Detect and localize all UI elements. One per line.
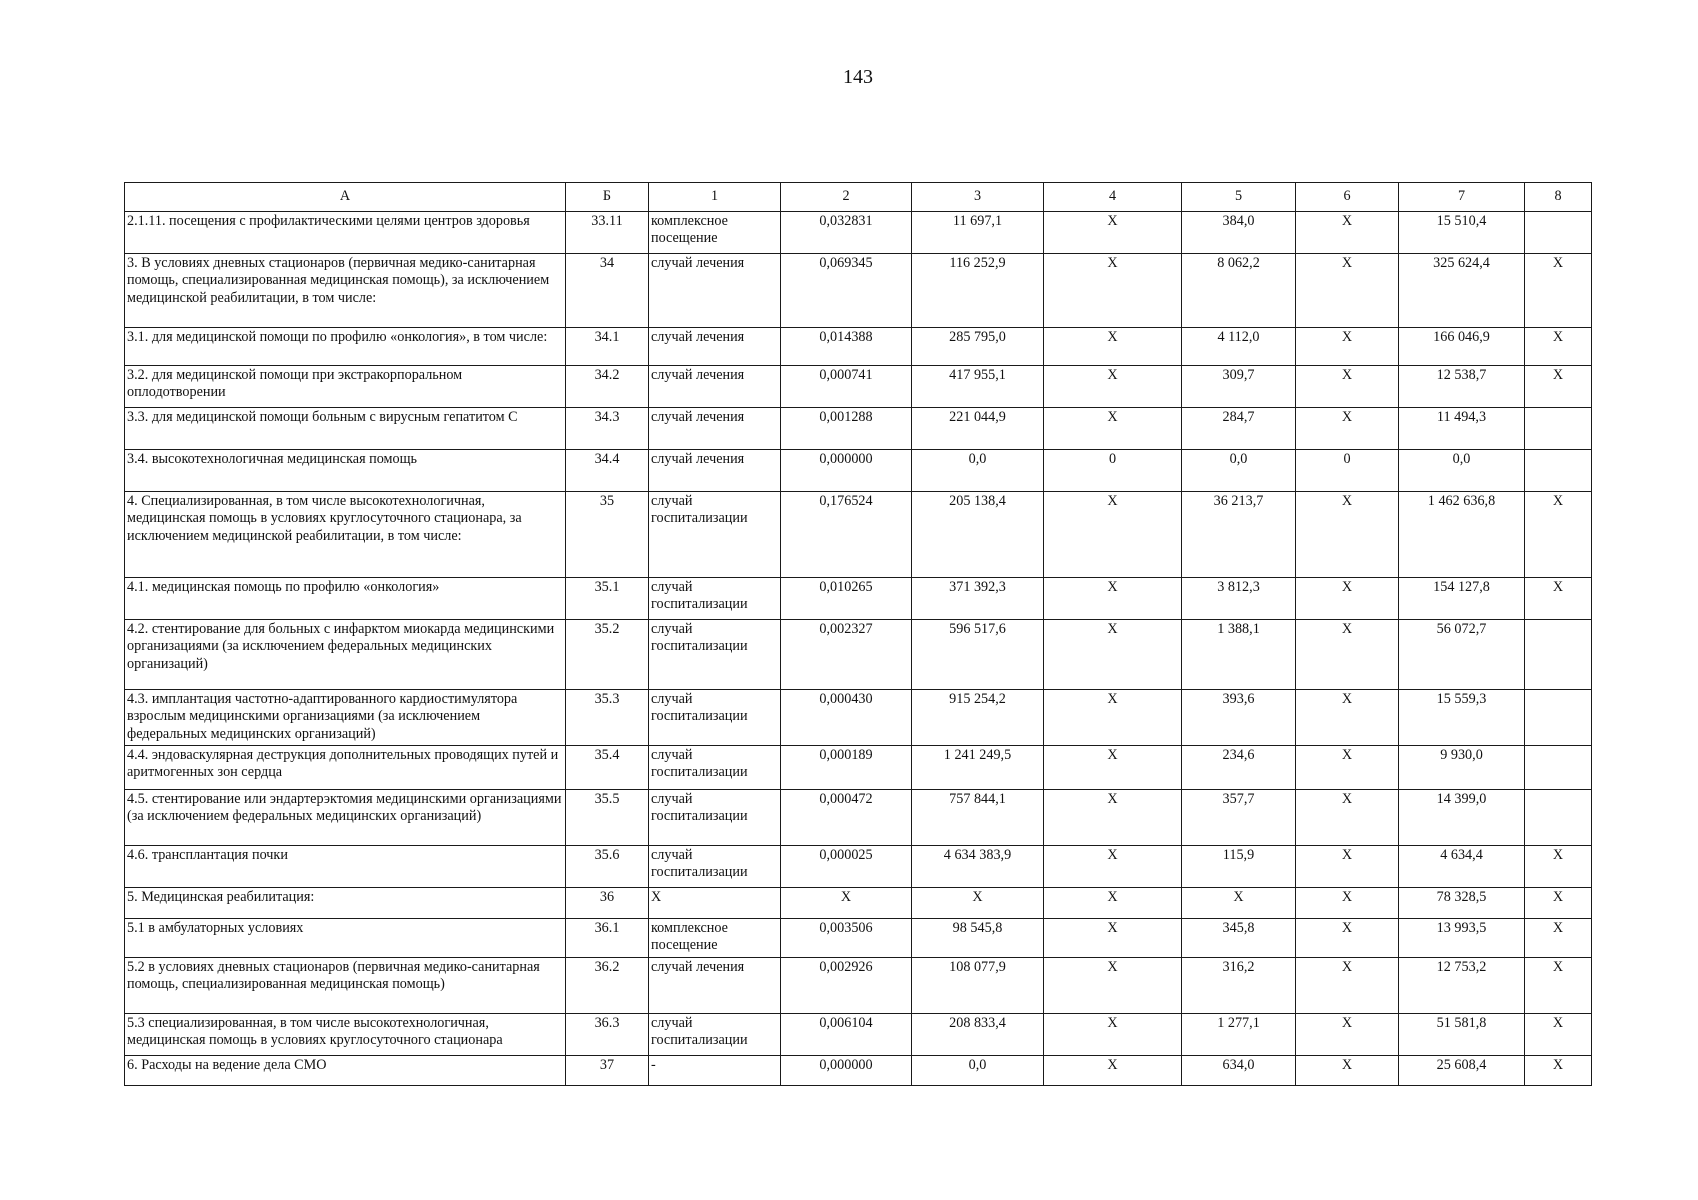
cell-unit: случай госпитализации bbox=[649, 1013, 781, 1055]
cell-col2: 0,000000 bbox=[781, 1055, 912, 1085]
cell-col3: 285 795,0 bbox=[912, 328, 1044, 366]
data-table bbox=[124, 182, 1592, 1086]
cell-code: 34.2 bbox=[566, 366, 649, 408]
cell-col3: 0,0 bbox=[912, 450, 1044, 492]
cell-col7: 4 634,4 bbox=[1399, 846, 1525, 888]
cell-description: 3.1. для медицинской помощи по профилю «онкология», в том числе: bbox=[125, 328, 566, 366]
cell-unit: случай госпитализации bbox=[649, 578, 781, 620]
page-number: 143 bbox=[843, 66, 873, 88]
cell-code: 33.11 bbox=[566, 212, 649, 254]
cell-col5: 393,6 bbox=[1182, 690, 1296, 746]
cell-col4: Х bbox=[1044, 690, 1182, 746]
cell-col8: Х bbox=[1525, 957, 1592, 1013]
cell-col8: Х bbox=[1525, 1055, 1592, 1085]
cell-col5: 634,0 bbox=[1182, 1055, 1296, 1085]
column-header-3: 3 bbox=[912, 183, 1044, 212]
cell-description: 6. Расходы на ведение дела СМО bbox=[125, 1055, 566, 1085]
cell-col2: 0,000189 bbox=[781, 746, 912, 790]
cell-col3: Х bbox=[912, 888, 1044, 919]
cell-col4: Х bbox=[1044, 366, 1182, 408]
cell-col3: 116 252,9 bbox=[912, 254, 1044, 328]
cell-col2: 0,000430 bbox=[781, 690, 912, 746]
column-header-7: 7 bbox=[1399, 183, 1525, 212]
cell-description: 2.1.11. посещения с профилактическими целями центров здоровья bbox=[125, 212, 566, 254]
table-body bbox=[125, 212, 1592, 1086]
cell-col4: Х bbox=[1044, 957, 1182, 1013]
cell-col3: 11 697,1 bbox=[912, 212, 1044, 254]
cell-col3: 0,0 bbox=[912, 1055, 1044, 1085]
cell-col3: 4 634 383,9 bbox=[912, 846, 1044, 888]
cell-col4: Х bbox=[1044, 212, 1182, 254]
cell-col6: Х bbox=[1296, 690, 1399, 746]
cell-description: 4.2. стентирование для больных с инфарктом миокарда медицинскими организациями (за исключением федеральных медицинских организаций) bbox=[125, 620, 566, 690]
cell-unit: комплексное посещение bbox=[649, 919, 781, 958]
cell-col6: Х bbox=[1296, 1013, 1399, 1055]
cell-col4: Х bbox=[1044, 254, 1182, 328]
table-row bbox=[125, 620, 1592, 690]
cell-col6: Х bbox=[1296, 212, 1399, 254]
table-row bbox=[125, 1013, 1592, 1055]
cell-col6: Х bbox=[1296, 578, 1399, 620]
cell-col4: Х bbox=[1044, 919, 1182, 958]
cell-col5: 1 277,1 bbox=[1182, 1013, 1296, 1055]
cell-col8: Х bbox=[1525, 578, 1592, 620]
table-row bbox=[125, 212, 1592, 254]
cell-col8 bbox=[1525, 620, 1592, 690]
cell-unit: случай госпитализации bbox=[649, 690, 781, 746]
cell-code: 37 bbox=[566, 1055, 649, 1085]
cell-col5: 36 213,7 bbox=[1182, 492, 1296, 578]
table-row bbox=[125, 790, 1592, 846]
cell-col7: 325 624,4 bbox=[1399, 254, 1525, 328]
cell-col5: 316,2 bbox=[1182, 957, 1296, 1013]
cell-col7: 51 581,8 bbox=[1399, 1013, 1525, 1055]
cell-col7: 25 608,4 bbox=[1399, 1055, 1525, 1085]
column-header-2: 2 bbox=[781, 183, 912, 212]
cell-col5: Х bbox=[1182, 888, 1296, 919]
table-row bbox=[125, 366, 1592, 408]
cell-col8: Х bbox=[1525, 328, 1592, 366]
cell-unit: случай госпитализации bbox=[649, 846, 781, 888]
cell-col8 bbox=[1525, 746, 1592, 790]
cell-col8: Х bbox=[1525, 1013, 1592, 1055]
table-row bbox=[125, 328, 1592, 366]
cell-code: 35.6 bbox=[566, 846, 649, 888]
cell-col7: 1 462 636,8 bbox=[1399, 492, 1525, 578]
cell-col2: 0,069345 bbox=[781, 254, 912, 328]
cell-col6: Х bbox=[1296, 919, 1399, 958]
cell-col2: 0,002327 bbox=[781, 620, 912, 690]
cell-col4: Х bbox=[1044, 746, 1182, 790]
table-row bbox=[125, 888, 1592, 919]
column-header-1: 1 bbox=[649, 183, 781, 212]
cell-col6: Х bbox=[1296, 366, 1399, 408]
cell-col6: Х bbox=[1296, 620, 1399, 690]
cell-col3: 757 844,1 bbox=[912, 790, 1044, 846]
cell-code: 36.3 bbox=[566, 1013, 649, 1055]
cell-col2: 0,000472 bbox=[781, 790, 912, 846]
cell-col8 bbox=[1525, 790, 1592, 846]
cell-col5: 4 112,0 bbox=[1182, 328, 1296, 366]
column-header-a: А bbox=[125, 183, 566, 212]
cell-col4: Х bbox=[1044, 328, 1182, 366]
cell-col7: 11 494,3 bbox=[1399, 408, 1525, 450]
cell-description: 5. Медицинская реабилитация: bbox=[125, 888, 566, 919]
cell-col7: 13 993,5 bbox=[1399, 919, 1525, 958]
column-header-b: Б bbox=[566, 183, 649, 212]
cell-col3: 1 241 249,5 bbox=[912, 746, 1044, 790]
cell-col5: 115,9 bbox=[1182, 846, 1296, 888]
cell-col2: 0,001288 bbox=[781, 408, 912, 450]
cell-col5: 1 388,1 bbox=[1182, 620, 1296, 690]
cell-col8 bbox=[1525, 408, 1592, 450]
cell-description: 3. В условиях дневных стационаров (первичная медико-санитарная помощь, специализированная медицинская помощь), за исключением медицинской реабилитации, в том числе: bbox=[125, 254, 566, 328]
cell-col6: Х bbox=[1296, 888, 1399, 919]
cell-description: 4.5. стентирование или эндартерэктомия медицинскими организациями (за исключением федеральных медицинских организаций) bbox=[125, 790, 566, 846]
column-header-5: 5 bbox=[1182, 183, 1296, 212]
cell-col6: Х bbox=[1296, 328, 1399, 366]
cell-col3: 371 392,3 bbox=[912, 578, 1044, 620]
cell-col4: 0 bbox=[1044, 450, 1182, 492]
cell-description: 3.2. для медицинской помощи при экстракорпоральном оплодотворении bbox=[125, 366, 566, 408]
cell-col5: 8 062,2 bbox=[1182, 254, 1296, 328]
cell-col8: Х bbox=[1525, 366, 1592, 408]
cell-col7: 15 559,3 bbox=[1399, 690, 1525, 746]
cell-description: 4.1. медицинская помощь по профилю «онкология» bbox=[125, 578, 566, 620]
table-row bbox=[125, 450, 1592, 492]
cell-description: 4. Специализированная, в том числе высокотехнологичная, медицинская помощь в условиях круглосуточного стационара, за исключением медицинской реабилитации, в том числе: bbox=[125, 492, 566, 578]
cell-code: 36 bbox=[566, 888, 649, 919]
table-row bbox=[125, 578, 1592, 620]
cell-col2: 0,014388 bbox=[781, 328, 912, 366]
cell-col3: 205 138,4 bbox=[912, 492, 1044, 578]
cell-unit: Х bbox=[649, 888, 781, 919]
column-header-6: 6 bbox=[1296, 183, 1399, 212]
cell-unit: случай госпитализации bbox=[649, 492, 781, 578]
cell-col4: Х bbox=[1044, 846, 1182, 888]
table-header-row bbox=[125, 183, 1592, 212]
cell-unit: случай лечения bbox=[649, 408, 781, 450]
cell-code: 34.1 bbox=[566, 328, 649, 366]
column-header-4: 4 bbox=[1044, 183, 1182, 212]
cell-col2: 0,002926 bbox=[781, 957, 912, 1013]
cell-col6: Х bbox=[1296, 254, 1399, 328]
cell-col4: Х bbox=[1044, 888, 1182, 919]
cell-col7: 0,0 bbox=[1399, 450, 1525, 492]
cell-col4: Х bbox=[1044, 620, 1182, 690]
cell-col3: 915 254,2 bbox=[912, 690, 1044, 746]
cell-code: 35.3 bbox=[566, 690, 649, 746]
cell-col3: 221 044,9 bbox=[912, 408, 1044, 450]
cell-code: 36.1 bbox=[566, 919, 649, 958]
cell-unit: случай лечения bbox=[649, 957, 781, 1013]
cell-col3: 596 517,6 bbox=[912, 620, 1044, 690]
cell-col7: 12 538,7 bbox=[1399, 366, 1525, 408]
cell-unit: комплексное посещение bbox=[649, 212, 781, 254]
cell-col6: Х bbox=[1296, 790, 1399, 846]
cell-unit: случай госпитализации bbox=[649, 620, 781, 690]
cell-col2: 0,000025 bbox=[781, 846, 912, 888]
cell-col2: 0,006104 bbox=[781, 1013, 912, 1055]
cell-col7: 166 046,9 bbox=[1399, 328, 1525, 366]
cell-col8 bbox=[1525, 450, 1592, 492]
cell-col7: 154 127,8 bbox=[1399, 578, 1525, 620]
cell-col8: Х bbox=[1525, 492, 1592, 578]
cell-col7: 14 399,0 bbox=[1399, 790, 1525, 846]
cell-col8: Х bbox=[1525, 919, 1592, 958]
cell-col6: Х bbox=[1296, 957, 1399, 1013]
cell-col8: Х bbox=[1525, 846, 1592, 888]
cell-unit: случай лечения bbox=[649, 328, 781, 366]
table-row bbox=[125, 492, 1592, 578]
cell-col7: 56 072,7 bbox=[1399, 620, 1525, 690]
column-header-8: 8 bbox=[1525, 183, 1592, 212]
cell-col6: 0 bbox=[1296, 450, 1399, 492]
cell-description: 3.3. для медицинской помощи больным с вирусным гепатитом С bbox=[125, 408, 566, 450]
data-table-container bbox=[124, 182, 1591, 1086]
cell-code: 35.4 bbox=[566, 746, 649, 790]
cell-code: 35 bbox=[566, 492, 649, 578]
table-row bbox=[125, 1055, 1592, 1085]
cell-col5: 0,0 bbox=[1182, 450, 1296, 492]
cell-unit: случай лечения bbox=[649, 450, 781, 492]
cell-code: 34 bbox=[566, 254, 649, 328]
cell-col6: Х bbox=[1296, 492, 1399, 578]
cell-col6: Х bbox=[1296, 1055, 1399, 1085]
table-row bbox=[125, 408, 1592, 450]
cell-col4: Х bbox=[1044, 578, 1182, 620]
cell-col3: 108 077,9 bbox=[912, 957, 1044, 1013]
table-row bbox=[125, 846, 1592, 888]
cell-col4: Х bbox=[1044, 1055, 1182, 1085]
cell-description: 5.3 специализированная, в том числе высокотехнологичная, медицинская помощь в условиях круглосуточного стационара bbox=[125, 1013, 566, 1055]
cell-code: 35.2 bbox=[566, 620, 649, 690]
cell-description: 3.4. высокотехнологичная медицинская помощь bbox=[125, 450, 566, 492]
table-row bbox=[125, 746, 1592, 790]
cell-col8: Х bbox=[1525, 888, 1592, 919]
cell-description: 5.1 в амбулаторных условиях bbox=[125, 919, 566, 958]
cell-col7: 12 753,2 bbox=[1399, 957, 1525, 1013]
cell-code: 35.5 bbox=[566, 790, 649, 846]
cell-col2: Х bbox=[781, 888, 912, 919]
cell-col8 bbox=[1525, 690, 1592, 746]
cell-col6: Х bbox=[1296, 746, 1399, 790]
cell-col4: Х bbox=[1044, 790, 1182, 846]
cell-code: 34.3 bbox=[566, 408, 649, 450]
table-row bbox=[125, 690, 1592, 746]
cell-code: 34.4 bbox=[566, 450, 649, 492]
cell-col5: 309,7 bbox=[1182, 366, 1296, 408]
cell-col5: 357,7 bbox=[1182, 790, 1296, 846]
cell-unit: случай госпитализации bbox=[649, 746, 781, 790]
cell-code: 35.1 bbox=[566, 578, 649, 620]
cell-description: 4.4. эндоваскулярная деструкция дополнительных проводящих путей и аритмогенных зон сердца bbox=[125, 746, 566, 790]
cell-unit: - bbox=[649, 1055, 781, 1085]
table-row bbox=[125, 254, 1592, 328]
cell-col2: 0,000000 bbox=[781, 450, 912, 492]
cell-col8 bbox=[1525, 212, 1592, 254]
cell-col5: 345,8 bbox=[1182, 919, 1296, 958]
cell-col2: 0,010265 bbox=[781, 578, 912, 620]
cell-code: 36.2 bbox=[566, 957, 649, 1013]
cell-col3: 208 833,4 bbox=[912, 1013, 1044, 1055]
cell-col5: 3 812,3 bbox=[1182, 578, 1296, 620]
cell-col2: 0,032831 bbox=[781, 212, 912, 254]
table-row bbox=[125, 919, 1592, 958]
cell-col4: Х bbox=[1044, 1013, 1182, 1055]
cell-col3: 417 955,1 bbox=[912, 366, 1044, 408]
cell-col6: Х bbox=[1296, 846, 1399, 888]
cell-col4: Х bbox=[1044, 492, 1182, 578]
cell-col3: 98 545,8 bbox=[912, 919, 1044, 958]
cell-unit: случай лечения bbox=[649, 254, 781, 328]
cell-col2: 0,003506 bbox=[781, 919, 912, 958]
cell-col5: 384,0 bbox=[1182, 212, 1296, 254]
cell-col6: Х bbox=[1296, 408, 1399, 450]
cell-description: 5.2 в условиях дневных стационаров (первичная медико-санитарная помощь, специализированная медицинская помощь) bbox=[125, 957, 566, 1013]
cell-col7: 78 328,5 bbox=[1399, 888, 1525, 919]
cell-description: 4.6. трансплантация почки bbox=[125, 846, 566, 888]
cell-col8: Х bbox=[1525, 254, 1592, 328]
cell-unit: случай госпитализации bbox=[649, 790, 781, 846]
cell-col7: 9 930,0 bbox=[1399, 746, 1525, 790]
cell-col2: 0,000741 bbox=[781, 366, 912, 408]
cell-unit: случай лечения bbox=[649, 366, 781, 408]
cell-col4: Х bbox=[1044, 408, 1182, 450]
cell-col7: 15 510,4 bbox=[1399, 212, 1525, 254]
cell-col5: 234,6 bbox=[1182, 746, 1296, 790]
cell-description: 4.3. имплантация частотно-адаптированного кардиостимулятора взрослым медицинскими организациями (за исключением федеральных медицинских организаций) bbox=[125, 690, 566, 746]
cell-col2: 0,176524 bbox=[781, 492, 912, 578]
table-row bbox=[125, 957, 1592, 1013]
cell-col5: 284,7 bbox=[1182, 408, 1296, 450]
